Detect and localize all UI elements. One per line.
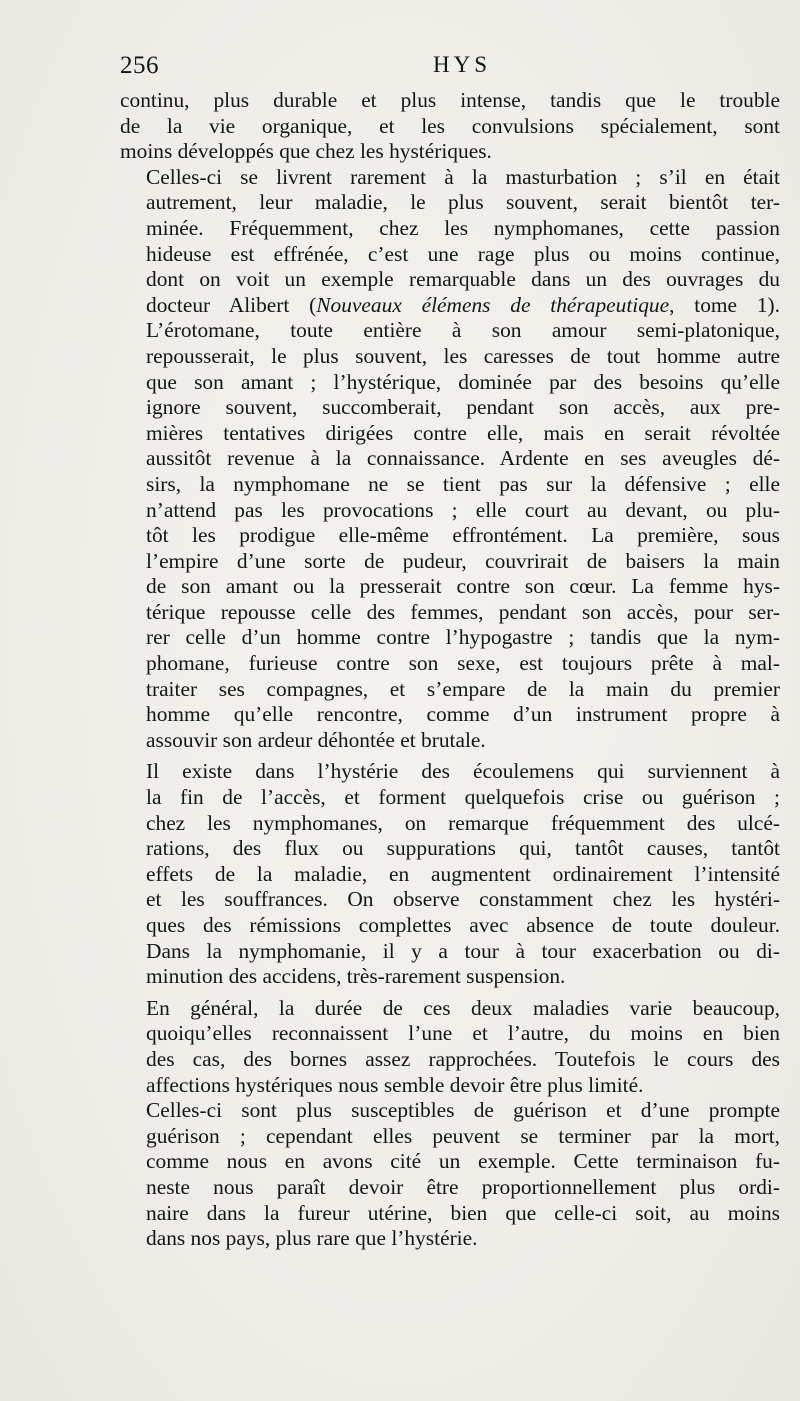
text-line: ques des rémissions complettes avec absence de toute douleur.: [146, 913, 780, 937]
text-fragment: , tome 1).: [669, 292, 780, 317]
text-line: Celles-ci se livrent rarement à la masturbation ; s’il en était: [146, 164, 780, 189]
text-line: moins développés que chez les hystériques.: [120, 139, 492, 164]
text-line: effets de la maladie, en augmentent ordinairement l’intensité: [146, 861, 780, 886]
text-line: Dans la nymphomanie, il y a tour à tour exacerbation ou di-: [146, 938, 780, 963]
paragraph: [120, 759, 780, 989]
text-line: comme nous en avons cité un exemple. Cette terminaison fu-: [146, 1149, 780, 1174]
text-line: rations, des flux ou suppurations qui, tantôt causes, tantôt: [146, 836, 780, 861]
text-line: repousserait, le plus souvent, les caresses de tout homme autre: [146, 343, 780, 368]
text-line: mières tentatives dirigées contre elle, mais en serait révoltée: [146, 420, 780, 445]
text-line: guérison ; cependant elles peuvent se terminer par la mort,: [146, 1123, 780, 1148]
text-line: naire dans la fureur utérine, bien que celle-ci soit, au moins: [146, 1200, 780, 1225]
text-line: dont on voit un exemple remarquable dans un des ouvrages du: [146, 267, 780, 292]
paragraph: [120, 996, 780, 1098]
text-line: térique repousse celle des femmes, pendant son accès, pour ser-: [146, 599, 780, 624]
paragraph: [120, 318, 780, 753]
text-line: l’empire d’une sorte de pudeur, couvrirait de baisers la main: [146, 548, 780, 573]
page-number: 256: [120, 52, 159, 79]
text-line: Celles-ci sont plus susceptibles de guérison et d’une prompte: [146, 1098, 780, 1123]
text-line: des cas, des bornes assez rapprochées. Toutefois le cours des: [146, 1046, 780, 1071]
text-line: chez les nymphomanes, on remarque fréquemment des ulcé-: [146, 810, 780, 835]
text-line: rer celle d’un homme contre l’hypogastre ; tandis que la nym-: [146, 625, 780, 650]
text-line: traiter ses compagnes, et s’empare de la main du premier: [146, 676, 780, 701]
text-line: continu, plus durable et plus intense, tandis que le trouble: [120, 88, 780, 112]
text-line: de la vie organique, et les convulsions spécialement, sont: [120, 113, 780, 138]
body-text: [120, 88, 780, 1252]
running-head: HYS: [432, 52, 491, 77]
paragraph: [120, 165, 780, 319]
text-line: homme qu’elle rencontre, comme d’un instrument propre à: [146, 702, 780, 727]
text-line: tôt les prodigue elle-même effrontément. La première, sous: [146, 523, 780, 548]
book-title: Nouveaux élémens de thérapeutique: [316, 292, 670, 317]
text-line: sirs, la nymphomane ne se tient pas sur la défensive ; elle: [146, 471, 780, 496]
text-line: affections hystériques nous semble devoir être plus limité.: [146, 1072, 644, 1097]
text-line: minution des accidens, très-rarement suspension.: [146, 964, 566, 989]
text-line: quoiqu’elles reconnaissent l’une et l’autre, du moins en bien: [146, 1021, 780, 1046]
text-line: Il existe dans l’hystérie des écoulemens qui surviennent à: [146, 759, 780, 784]
text-line: L’érotomane, toute entière à son amour semi-platonique,: [146, 318, 780, 343]
text-line: assouvir son ardeur déhontée et brutale.: [146, 727, 486, 752]
text-line: phomane, furieuse contre son sexe, est toujours prête à mal-: [146, 651, 780, 676]
text-fragment: docteur Alibert (: [146, 292, 317, 317]
text-line: de son amant ou la presserait contre son cœur. La femme hys-: [146, 574, 780, 599]
text-line: En général, la durée de ces deux maladies varie beaucoup,: [146, 995, 780, 1020]
text-line: neste nous paraît devoir être proportionnellement plus ordi-: [146, 1174, 780, 1199]
page-header: [118, 52, 782, 84]
paragraph: [120, 1098, 780, 1252]
text-line: ignore souvent, succomberait, pendant son accès, aux pre-: [146, 395, 780, 420]
text-line: n’attend pas les provocations ; elle court au devant, ou plu-: [146, 497, 780, 522]
text-line: minée. Fréquemment, chez les nymphomanes, cette passion: [146, 215, 780, 240]
paragraph: [120, 88, 780, 165]
text-line: dans nos pays, plus rare que l’hystérie.: [146, 1226, 478, 1251]
text-line: aussitôt revenue à la connaissance. Ardente en ses aveugles dé-: [146, 446, 780, 471]
text-line: que son amant ; l’hystérique, dominée par des besoins qu’elle: [146, 369, 780, 394]
text-line: hideuse est effrénée, c’est une rage plus ou moins continue,: [146, 241, 780, 266]
text-line: la fin de l’accès, et forment quelquefois crise ou guérison ;: [146, 785, 780, 810]
text-line: et les souffrances. On observe constamment chez les hystéri-: [146, 887, 780, 912]
text-line: [120, 293, 780, 319]
text-line: autrement, leur maladie, le plus souvent, serait bientôt ter-: [146, 190, 780, 215]
